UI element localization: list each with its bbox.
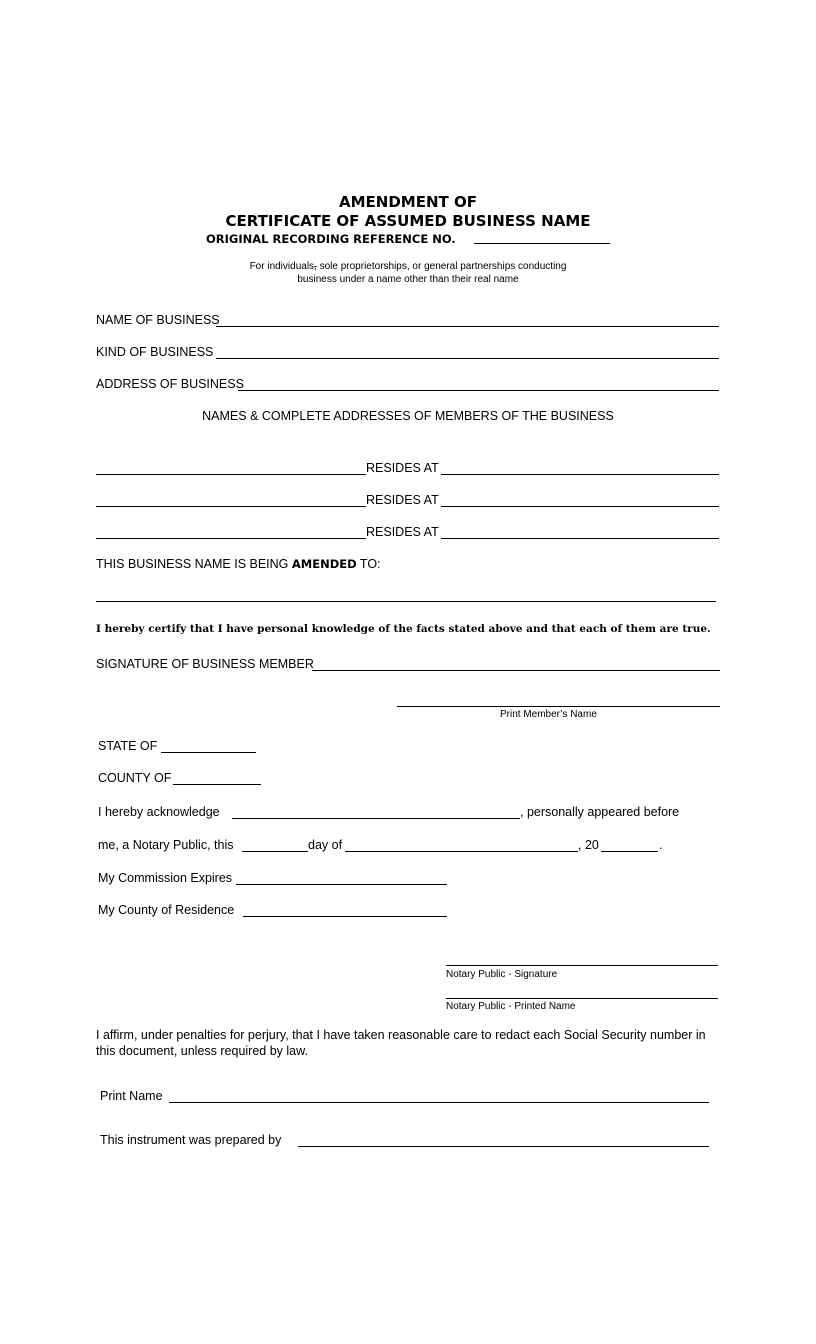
notary-signature-caption: Notary Public - Signature: [446, 969, 558, 980]
reference-field[interactable]: [474, 243, 610, 244]
year-field[interactable]: [601, 851, 658, 852]
business-address-field[interactable]: [238, 390, 719, 391]
appeared-label: , personally appeared before: [520, 805, 680, 819]
notary-signature-field[interactable]: [446, 965, 718, 966]
day-field[interactable]: [242, 851, 308, 852]
members-heading: NAMES & COMPLETE ADDRESSES OF MEMBERS OF THE BUSINESS: [202, 409, 614, 423]
month-field[interactable]: [345, 851, 578, 852]
print-name-field[interactable]: [169, 1102, 709, 1103]
business-name-field[interactable]: [216, 326, 719, 327]
commission-expires-field[interactable]: [236, 884, 447, 885]
resides-at-label-3: RESIDES AT: [366, 525, 439, 539]
member-name-field-3[interactable]: [96, 538, 366, 539]
affirmation-text: I affirm, under penalties for perjury, that I have taken reasonable care to redact each Social Security number in this document, unless required by law.: [96, 1028, 706, 1058]
member-name-field-2[interactable]: [96, 506, 366, 507]
new-business-name-field[interactable]: [96, 601, 716, 602]
intro-struck-comma: ,: [314, 261, 317, 272]
intro-line-1: [0, 261, 816, 272]
amended-emphasis: AMENDED: [291, 557, 357, 571]
member-signature-field[interactable]: [312, 670, 720, 671]
member-address-field-2[interactable]: [441, 506, 719, 507]
prepared-by-field[interactable]: [298, 1146, 709, 1147]
day-of-label: day of: [308, 838, 343, 852]
intro-text-a: For individuals: [249, 261, 315, 272]
business-kind-field[interactable]: [216, 358, 719, 359]
form-title: AMENDMENT OF: [339, 193, 477, 211]
business-kind-label: KIND OF BUSINESS: [96, 345, 214, 359]
county-residence-label: My County of Residence: [98, 903, 235, 917]
year-label: , 20: [578, 838, 599, 852]
intro-text-b: sole proprietorships, or general partnerships conducting: [316, 261, 567, 272]
reference-label: ORIGINAL RECORDING REFERENCE NO.: [206, 232, 456, 246]
prepared-by-label: This instrument was prepared by: [100, 1133, 282, 1147]
member-address-field-3[interactable]: [441, 538, 719, 539]
county-residence-field[interactable]: [243, 916, 447, 917]
acknowledge-label: I hereby acknowledge: [98, 805, 220, 819]
member-address-field-1[interactable]: [441, 474, 719, 475]
print-name-caption: Print Member’s Name: [500, 709, 597, 720]
state-field[interactable]: [161, 752, 256, 753]
commission-expires-label: My Commission Expires: [98, 871, 233, 885]
resides-at-label-1: RESIDES AT: [366, 461, 439, 475]
amended-text-b: TO:: [356, 557, 381, 571]
resides-at-label-2: RESIDES AT: [366, 493, 439, 507]
notary-this-label: me, a Notary Public, this: [98, 838, 234, 852]
amended-text-a: THIS BUSINESS NAME IS BEING: [96, 557, 292, 571]
county-field[interactable]: [173, 784, 261, 785]
notary-printed-name-field[interactable]: [446, 998, 718, 999]
print-name-label: Print Name: [100, 1089, 163, 1103]
certification-statement: I hereby certify that I have personal knowledge of the facts stated above and that each of them are true.: [96, 623, 711, 635]
business-address-label: ADDRESS OF BUSINESS: [96, 377, 244, 391]
amended-to-label: [96, 557, 381, 571]
state-label: STATE OF: [98, 739, 158, 753]
intro-line-2: business under a name other than their real name: [297, 274, 519, 285]
acknowledge-name-field[interactable]: [232, 818, 520, 819]
county-label: COUNTY OF: [98, 771, 172, 785]
member-print-name-field[interactable]: [397, 706, 720, 707]
notary-printed-name-caption: Notary Public - Printed Name: [446, 1001, 576, 1012]
business-name-label: NAME OF BUSINESS: [96, 313, 220, 327]
form-subtitle: CERTIFICATE OF ASSUMED BUSINESS NAME: [225, 212, 591, 230]
signature-label: SIGNATURE OF BUSINESS MEMBER: [96, 657, 314, 671]
member-name-field-1[interactable]: [96, 474, 366, 475]
year-period: .: [659, 838, 663, 852]
